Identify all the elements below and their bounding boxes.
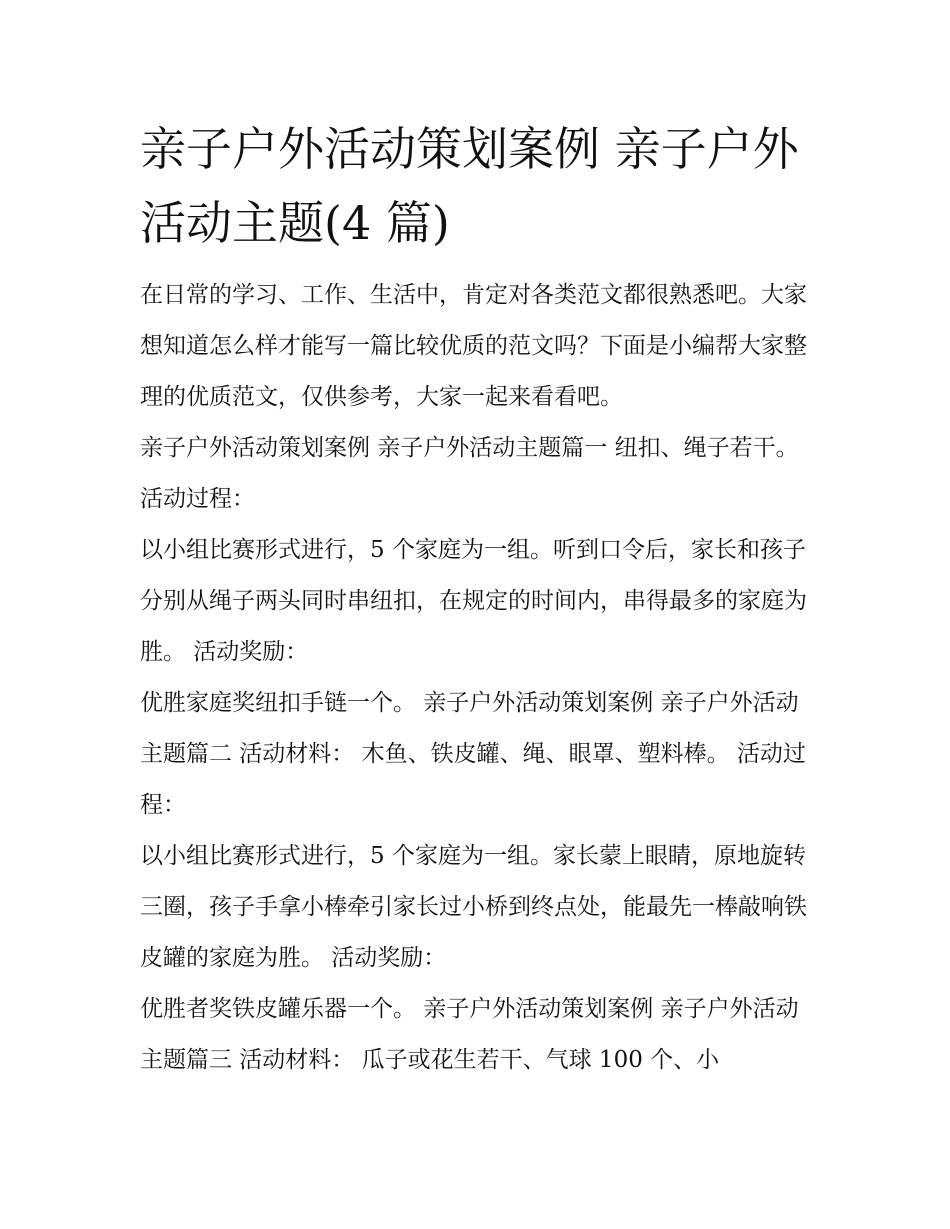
paragraph-section-one-process: 以小组比赛形式进行，5 个家庭为一组。听到口令后，家长和孩子分别从绳子两头同时串纽扣，在规定的时间内，串得最多的家庭为胜。 活动奖励： bbox=[140, 537, 807, 665]
paragraph-section-three: 优胜者奖铁皮罐乐器一个。 亲子户外活动策划案例 亲子户外活动主题篇三 活动材料： 瓜子或花生若干、气球 100 个、小 bbox=[140, 996, 799, 1073]
paragraph-section-two-process: 以小组比赛形式进行，5 个家庭为一组。家长蒙上眼睛，原地旋转三圈，孩子手拿小棒牵引家长过小桥到终点处，能最先一棒敲响铁皮罐的家庭为胜。 活动奖励： bbox=[140, 843, 807, 971]
document-body bbox=[140, 270, 815, 1086]
document-page bbox=[140, 112, 815, 1086]
paragraph-section-two: 优胜家庭奖纽扣手链一个。 亲子户外活动策划案例 亲子户外活动主题篇二 活动材料： 木鱼、铁皮罐、绳、眼罩、塑料棒。 活动过程： bbox=[140, 690, 806, 818]
document-title: 亲子户外活动策划案例 亲子户外活动主题(4 篇) bbox=[140, 122, 799, 250]
paragraph-intro: 在日常的学习、工作、生活中，肯定对各类范文都很熟悉吧。大家想知道怎么样才能写一篇比较优质的范文吗？下面是小编帮大家整理的优质范文，仅供参考，大家一起来看看吧。 bbox=[140, 282, 807, 410]
paragraph-section-one: 亲子户外活动策划案例 亲子户外活动主题篇一 纽扣、绳子若干。 活动过程： bbox=[140, 435, 799, 512]
